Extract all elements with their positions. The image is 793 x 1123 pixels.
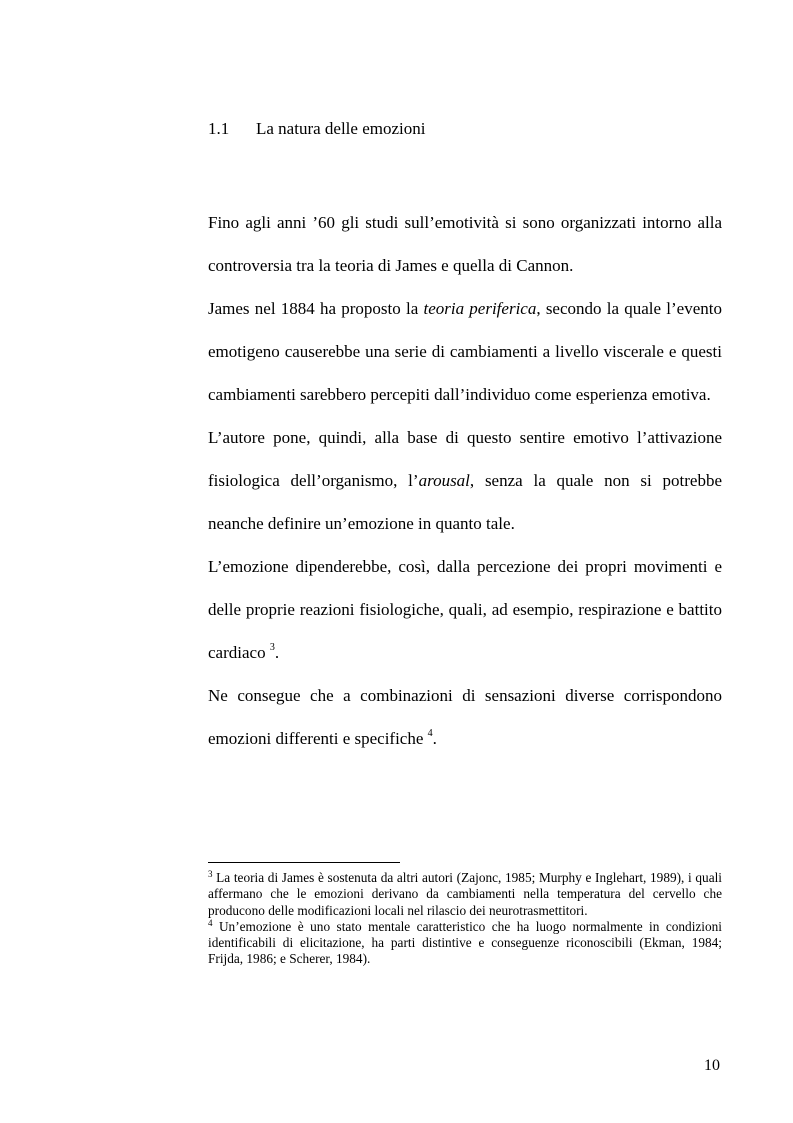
paragraph-3-text-end: , senza la quale non si potrebbe neanche definire un’emozione in quanto tale. xyxy=(208,471,722,533)
footnote-4-text: Un’emozione è uno stato mentale caratteristico che ha luogo normalmente in condizioni identificabili di elicitazione, ha parti distintive e conseguenze riconoscibili (Ekman, 1984; Frijda, 1986; e Scherer, 1984). xyxy=(208,918,722,967)
section-heading xyxy=(208,118,425,140)
paragraph-4 xyxy=(208,545,722,674)
paragraph-2 xyxy=(208,287,722,416)
term-teoria-periferica: teoria periferica xyxy=(423,299,537,318)
paragraph-2-text-end: , secondo la quale l’evento emotigeno causerebbe una serie di cambiamenti a livello viscerale e questi cambiamenti sarebbero percepiti dall’individuo come esperienza emotiva. xyxy=(208,299,722,404)
paragraph-4-text: L’emozione dipenderebbe, così, dalla percezione dei propri movimenti e delle proprie reazioni fisiologiche, quali, ad esempio, respirazione e battito cardiaco xyxy=(208,557,722,662)
page-number: 10 xyxy=(704,1057,720,1074)
paragraph-3-text-start: L’autore pone, quindi, alla base di questo sentire emotivo l’attivazione fisiologica dell’organismo, l’ xyxy=(208,428,722,490)
section-title: La natura delle emozioni xyxy=(256,119,426,138)
paragraph-1-text: Fino agli anni ’60 gli studi sull’emotività si sono organizzati intorno alla controversia tra la teoria di James e quella di Cannon. xyxy=(208,213,722,275)
paragraph-5-text: Ne consegue che a combinazioni di sensazioni diverse corrispondono emozioni differenti e specifiche xyxy=(208,686,722,748)
footnote-3-text: La teoria di James è sostenuta da altri autori (Zajonc, 1985; Murphy e Inglehart, 1989), i quali affermano che le emozioni derivano da cambiamenti nella temperatura del cervello che producono delle modificazioni locali nel rilascio dei neurotrasmettitori. xyxy=(208,870,722,918)
footnote-ref-4[interactable]: 4 xyxy=(427,728,433,739)
term-arousal: arousal xyxy=(418,471,470,490)
footnote-ref-3[interactable]: 3 xyxy=(269,642,275,653)
body-text xyxy=(208,201,722,760)
paragraph-5-end: . xyxy=(432,729,437,748)
footnote-divider xyxy=(208,862,400,863)
paragraph-4-end: . xyxy=(274,643,280,662)
paragraph-3 xyxy=(208,416,722,545)
paragraph-5 xyxy=(208,674,722,760)
footnote-3 xyxy=(208,870,722,919)
section-number: 1.1 xyxy=(208,119,230,138)
footnote-marker-4: 4 xyxy=(208,917,213,928)
footnote-4 xyxy=(208,919,722,968)
paragraph-1 xyxy=(208,201,722,287)
footnotes xyxy=(208,870,722,968)
paragraph-2-text-start: James nel 1884 ha proposto la xyxy=(208,299,424,318)
footnote-marker-3: 3 xyxy=(208,869,213,879)
